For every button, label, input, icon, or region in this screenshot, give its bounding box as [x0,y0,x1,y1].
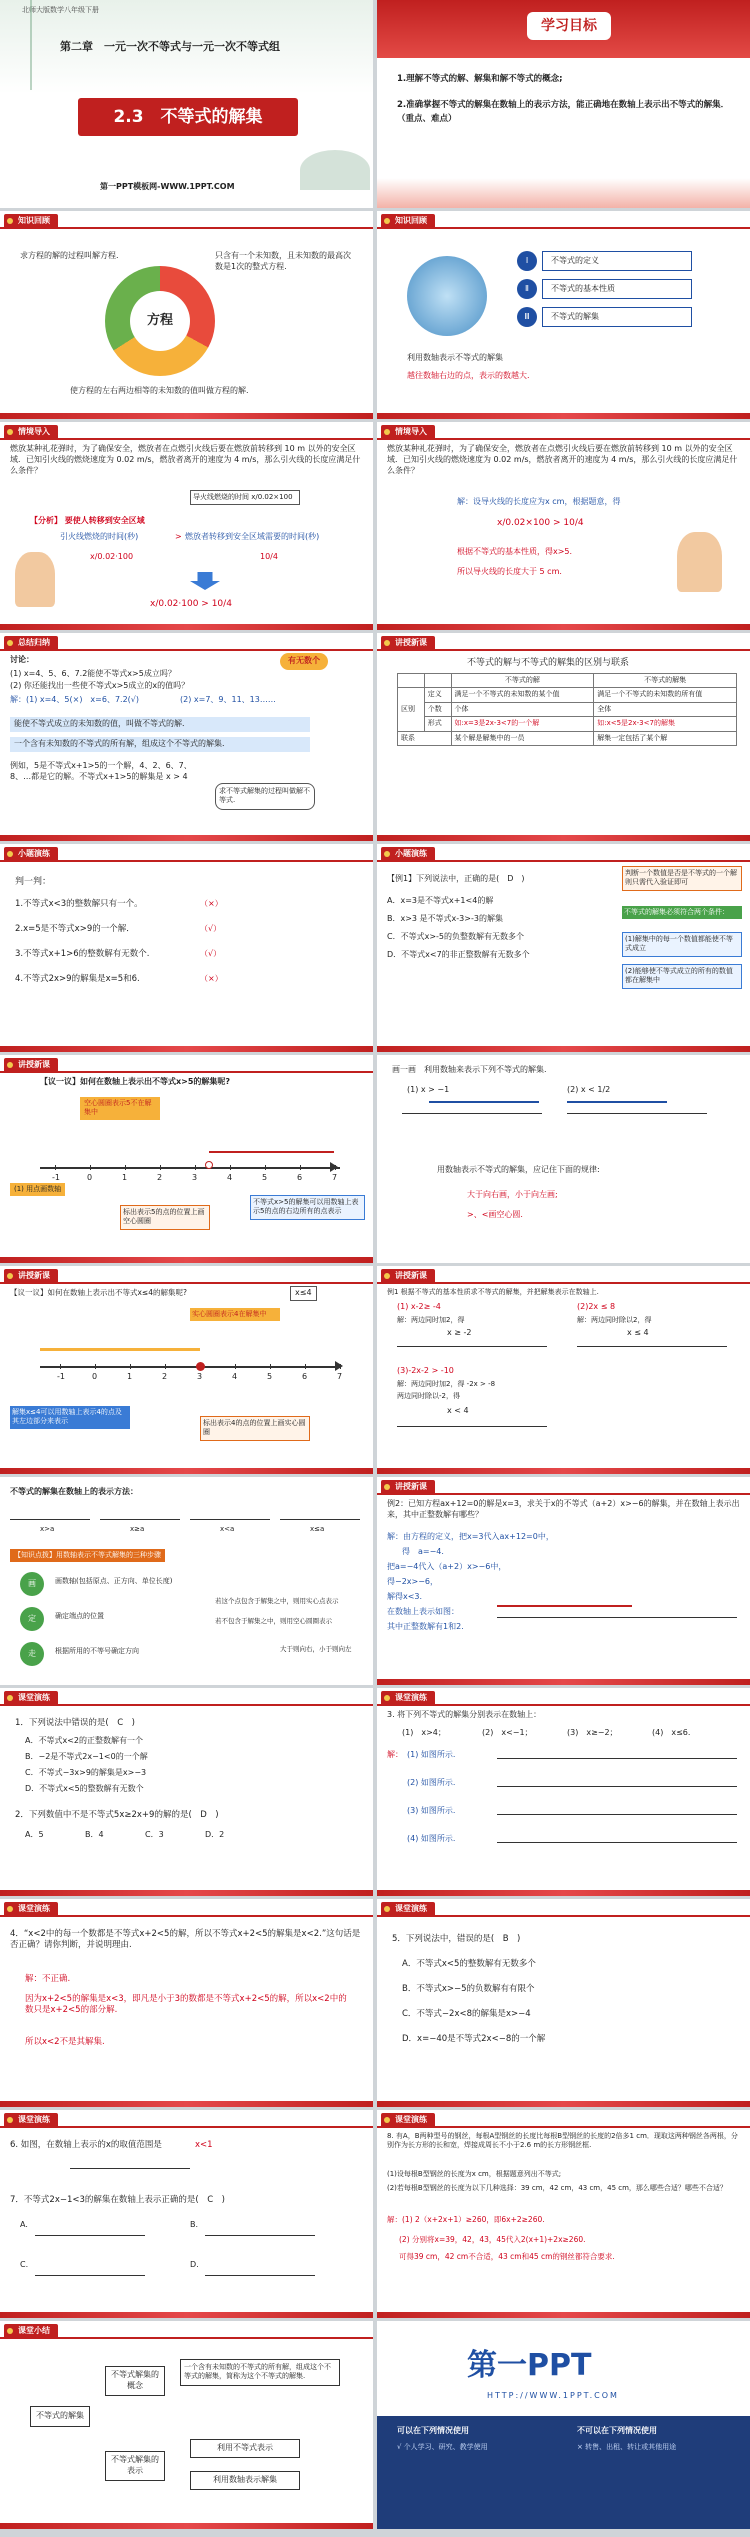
option-a: A. [20,2220,28,2229]
globe-image [407,256,487,336]
sol-line-4: 得−2x>−6， [387,1577,439,1586]
hint-box-2: 不等式的解集必须符合两个条件： [622,906,742,919]
exercise-4: (4) x≤6. [652,1728,691,1737]
slide-end[interactable] [377,2321,750,2529]
callout-mark-point: 标出表示4的点的位置上画实心圆圈 [200,1416,310,1441]
slide-practice-1[interactable] [0,1688,373,1896]
example-text: 例如，5是不等式x+1>5的一个解，4、2、6、7、8、…都是它的解。不等式x+1>5的解集是 x > 4 [10,761,192,781]
table-cell: 满足一个不等式的未知数的所有值 [594,688,737,702]
q2-option-c: C．3 [145,1830,164,1839]
option-d: D. [190,2260,199,2269]
number-line [40,1167,340,1169]
rule-2: 一个含有未知数的不等式的所有解，组成这个不等式的解集． [10,737,310,752]
rule-1: 能使不等式成立的未知数的值，叫做不等式的解． [10,717,310,732]
solution-inequality: x/0.02×100 > 10/4 [497,518,584,528]
tick-label: 7 [337,1372,343,1381]
exercise-3: (3) x≥−2； [567,1728,618,1737]
table-cell: 如:x=3是2x-3<7的一个解 [451,717,594,731]
section-tag: 讲授新课 [381,1480,435,1495]
step-fix-text: 确定端点的位置 [55,1612,104,1620]
tick-label: 3 [192,1173,198,1182]
bamboo-decoration [0,0,32,90]
group-label: 区别 [398,688,425,731]
slide-review-1[interactable] [0,211,373,419]
tick-mark [270,1364,271,1369]
step-4: 两边同时除以-2，得 [397,1392,460,1400]
solid-circle [196,1362,205,1371]
boy-illustration [677,532,722,592]
solution-intro: 解：设导火线的长度应为x cm，根据题意，得 [457,497,621,506]
root-node: 不等式的解集 [30,2406,90,2427]
mark-1: （×） [200,899,223,908]
step-draw-text: 画数轴(包括原点、正方向、单位长度) [55,1577,173,1585]
callout-solid-circle: 实心圆圈表示4在解集中 [190,1308,280,1321]
lesson-title: 2.3 不等式的解集 [78,98,298,136]
branch-representation: 不等式解集的表示 [105,2451,165,2481]
tick-mark [335,1165,336,1170]
number-line-4 [497,1842,737,1843]
number-line [40,1366,340,1368]
option-c: C. [20,2260,29,2269]
sol-3: (3) 如图所示. [407,1806,456,1815]
rule-1: 大于向右画，小于向左画; [467,1190,558,1199]
option-c: C．不等式−2x<8的解集是x>−4 [402,2009,531,2019]
section-tag: 小题演练 [4,847,58,862]
section-tag: 课堂演练 [4,2113,58,2128]
section-tag: 课堂演练 [4,1691,58,1706]
note-box: 导火线燃烧的时间 x/0.02×100 [190,490,300,505]
tick-label: 7 [332,1173,338,1182]
arrow-right-icon [330,1162,338,1172]
number-line-c [35,2275,145,2276]
item-1: 1.不等式x<3的整数解只有一个。 [15,899,143,909]
mountain-decoration [300,150,370,190]
inequality-tag: x≤4 [290,1286,317,1301]
mark-2: （√） [200,924,222,933]
roman-3: Ⅲ [517,307,537,327]
slide-numberline-closed[interactable] [0,1266,373,1474]
item-solution-set: 不等式的解集 [542,307,692,327]
section-tag: 课堂小结 [4,2324,58,2339]
slide-summary[interactable] [0,633,373,841]
answer-1: 解：(1) 2（x+2x+1）≥260，即6x+2≥260. [387,2215,545,2224]
rule-intro: 用数轴表示不等式的解集，应记住下面的规律: [437,1165,600,1174]
brand-logo: 第一PPT [467,2348,592,2383]
answer-6: x<1 [195,2140,213,2150]
number-line-3 [397,1426,547,1427]
cloud-note: 求不等式解集的过程叫做解不等式. [215,783,315,810]
section-tag: 课堂演练 [381,1902,435,1917]
step-label: (1) 用点画数轴 [10,1183,65,1196]
question-1: 1．下列说法中错误的是( C ) [15,1718,135,1728]
branch-concept: 不等式解集的概念 [105,2366,165,2396]
row-label: 定义 [424,688,451,702]
sub-question-2: (2)若每根B型钢丝的长度为以下几种选择：39 cm，42 cm，43 cm，45 cm，那么哪些合适？哪些不合适？ [387,2184,727,2192]
slide-practice-2[interactable] [377,1688,750,1896]
tick-mark [235,1364,236,1369]
line-ge [100,1519,180,1520]
solution-step-1: 根据不等式的基本性质，得x>5. [457,547,573,556]
solution-label: 解： [387,1750,403,1759]
section-tag: 课堂演练 [381,2113,435,2128]
step-go-text: 根据所用的不等号确定方向 [55,1647,139,1655]
discuss-question: 【议一议】如何在数轴上表示出不等式x>5的解集呢? [40,1077,231,1086]
slide-review-2[interactable] [377,211,750,419]
exercise-2: (2)2x ≤ 8 [577,1302,616,1311]
slide-example-2[interactable] [377,1477,750,1685]
q1-option-c: C．不等式−3x>9的解集是x>−3 [25,1768,147,1777]
question-6: 6. 如图，在数轴上表示的x的取值范围是 [10,2140,162,2150]
section-tag: 知识回顾 [381,214,435,229]
slide-practice-6[interactable] [377,2110,750,2318]
tick-label: 5 [267,1372,273,1381]
mark-3: （√） [200,949,222,958]
fraction-1: x/0.02·100 [90,552,134,561]
goal-2: 2.准确掌握不等式的解集在数轴上的表示方法，能正确地在数轴上表示出不等式的解集．（重点、难点） [397,100,730,125]
section-tag: 情境导入 [4,425,58,440]
q1-option-a: A．不等式x<2的正整数解有一个 [25,1736,143,1745]
section-tag: 情境导入 [381,425,435,440]
answer-1: 解：(1) x=4、5(×) x=6、7.2(√) [10,695,140,704]
line-lt [190,1519,270,1520]
tick-label: 6 [297,1173,303,1182]
sol-2: (2) 如图所示. [407,1778,456,1787]
boy-illustration [15,552,55,607]
sol-line-6: 在数轴上表示如图： [387,1607,459,1616]
callout-open-circle: 空心圆圈表示5不在解集中 [80,1097,160,1120]
step-2: 解：两边同时除以2，得 [577,1316,652,1324]
note-1: 若这个点包含于解集之中，则用实心点表示 [215,1597,339,1605]
hint-box-3: (1)解集中的每一个数值都能使不等式成立 [622,932,742,957]
item-4: 4.不等式2x>9的解集是x=5和6. [15,974,140,984]
tick-label: 2 [157,1173,163,1182]
q1-option-d: D．不等式x<5的整数解有无数个 [25,1784,144,1793]
solution-ray [497,1605,632,1607]
mark-4: （×） [200,974,223,983]
option-d: D．x=−40是不等式2x<−8的一个解 [402,2034,546,2044]
tick-mark [195,1165,196,1170]
callout-mark-point: 标出表示5的点的位置上画空心圆圈 [120,1205,210,1230]
analysis-text: 【分析】 要使人转移到安全区域 [30,516,145,525]
option-b: B. [190,2220,199,2229]
solution-ray-2 [567,1101,667,1103]
sol-line-3: 把a=−4代入（a+2）x>−6中， [387,1562,507,1571]
step-3: 解：两边同时加2，得 -2x > -8 [397,1380,496,1388]
example-question: 例1 根据不等式的基本性质求不等式的解集，并把解集表示在数轴上. [387,1288,599,1296]
number-line-1 [397,1346,547,1347]
sol-line-7: 其中正整数解有1和2. [387,1622,464,1631]
exercise-2: (2) x < 1/2 [567,1085,611,1094]
result-inequality: x/0.02·100 > 10/4 [150,599,232,609]
label-ge: x≥a [130,1525,145,1533]
note-2: 越往数轴右边的点，表示的数越大. [407,371,530,380]
formula-gt: > [175,532,182,541]
item-3: 3.不等式x+1>6的整数解有无数个. [15,949,150,959]
problem-text: 燃放某种礼花弹时，为了确保安全，燃放者在点燃引火线后要在燃放前转移到 10 m 以外的安全区域．已知引火线的燃烧速度为 0.02 m/s，燃放者离开的速度为 4 m/s，那么引火线的长度应满足什么条件？ [387,444,738,475]
tick-label: 6 [302,1372,308,1381]
number-line-1 [402,1113,542,1114]
item-properties: 不等式的基本性质 [542,279,692,299]
solution-ray-1 [429,1101,539,1103]
table-cell: 全体 [594,702,737,716]
tick-label: -1 [52,1173,60,1182]
step-1: 解：两边同时加2，得 [397,1316,465,1324]
answer-2: (2) x=7、9、11、13…… [180,695,276,704]
discuss-question: 【议一议】如何在数轴上表示出不等式x≤4的解集呢? [10,1288,187,1297]
forbidden-text: × 转售、出租、转让或其他用途 [577,2443,677,2451]
tick-label: 0 [92,1372,98,1381]
comparison-table [397,673,737,746]
number-line-3 [497,1814,737,1815]
option-b: B．不等式x>−5的负数解有有限个 [402,1984,535,1994]
tick-mark [95,1364,96,1369]
number-line-2 [497,1786,737,1787]
slide-comparison-table[interactable] [377,633,750,841]
option-c: C．不等式x>-5的负整数解有无数多个 [387,932,524,941]
answer-1: x ≥ -2 [447,1328,472,1337]
table-cell: 解集一定包括了某个解 [594,731,737,745]
tick-mark [300,1165,301,1170]
wheel-center: 方程 [130,291,190,351]
col-header-2: 不等式的解集 [594,674,737,688]
step-go: 走 [20,1642,44,1666]
allowed-text: √ 个人学习、研究、教学使用 [397,2443,488,2451]
answer-2: 因为x+2<5的解集是x<3，即凡是小于3的数都是不等式x+2<5的解，所以x<2中的数只是x+2<5的部分解. [25,1994,347,2016]
callout-left-side: 解集x≤4可以用数轴上表示4的点及其左边部分来表示 [10,1406,130,1429]
roman-1: Ⅰ [517,251,537,271]
q2-option-d: D．2 [205,1830,225,1839]
hint-box-4: (2)能够使不等式成立的所有的数值都在解集中 [622,964,742,989]
section-tag: 讲授新课 [381,636,435,651]
series-header: 北师大版数学八年级下册 [22,6,99,14]
answer-1: 解：不正确. [25,1974,71,1984]
sol-line-2: 得 a=−4. [402,1547,444,1556]
row-label: 联系 [398,731,452,745]
section-tag: 讲授新课 [4,1058,58,1073]
tick-mark [230,1165,231,1170]
slide-goals[interactable] [377,0,750,208]
table-caption: 不等式的解与不等式的解集的区别与联系 [467,658,630,668]
question-2: 2．下列数值中不是不等式5x≥2x+9的解的是( D ) [15,1810,219,1820]
goals-title: 学习目标 [527,12,611,40]
answer-3: x < 4 [447,1406,469,1415]
sol-1: (1) 如图所示. [407,1750,456,1759]
number-line-q6 [70,2168,190,2169]
goal-1: 1.理解不等式的解、解集和解不等式的概念; [397,74,563,84]
slide-practice-4[interactable] [377,1899,750,2107]
allowed-title: 可以在下列情况使用 [397,2426,469,2435]
slide-cover[interactable] [0,0,373,208]
exercise-3: (3)-2x-2 > -10 [397,1366,454,1375]
table-cell: 个体 [451,702,594,716]
fraction-2: 10/4 [260,552,278,561]
item-2: 2.x=5是不等式x>9的一个解． [15,924,135,934]
solution-step-2: 所以导火线的长度大于 5 cm. [457,567,562,576]
answer-2: (2) 分别将x=39，42，43，45代入2(x+1)+2x≥260. [399,2235,586,2244]
slide-judge[interactable] [0,844,373,1052]
tick-mark [305,1364,306,1369]
sol-line-1: 解：由方程的定义，把x=3代入ax+12=0中， [387,1532,554,1541]
option-b: B．x>3 是不等式x-3>-3的解集 [387,914,503,923]
chapter-title: 第二章 一元一次不等式与一元一次不等式组 [60,40,280,53]
solution-ray [40,1348,200,1351]
problem-text: 燃放某种礼花弹时，为了确保安全，燃放者在点燃引火线后要在燃放前转移到 10 m 以外的安全区域．已知引火线的燃烧速度为 0.02 m/s，燃放者离开的速度为 4 m/s，那么引火线的长度应满足什么条件？ [10,444,361,475]
tick-mark [55,1165,56,1170]
formula-right: 燃放者转移到安全区域需要的时间(秒) [185,532,320,541]
option-a: A．不等式x<5的整数解有无数多个 [402,1959,536,1969]
section-tag: 小题演练 [381,847,435,862]
tick-mark [160,1165,161,1170]
question-3: 3. 将下列不等式的解集分别表示在数轴上： [387,1710,542,1719]
sol-4: (4) 如图所示. [407,1834,456,1843]
slide-intro-1[interactable] [0,422,373,630]
question-1: (1) x=4、5、6、7.2能使不等式x>5成立吗？ [10,669,176,678]
number-line [497,1617,737,1618]
question-2: (2) 你还能找出一些使不等式x>5成立的x的值吗？ [10,681,190,690]
formula-left: 引火线燃烧的时间(秒) [60,532,139,541]
hint-box-1: 判断一个数值是否是不等式的一个解则只需代入验证即可 [622,866,742,891]
methods-title: 不等式的解集在数轴上的表示方法： [10,1487,138,1496]
note-3: 大于则向右，小于则向左 [280,1645,352,1653]
slide-example-properties[interactable] [377,1266,750,1474]
step-draw: 画 [20,1572,44,1596]
review-text-1: 求方程的解的过程叫解方程. [20,251,119,260]
example-question: 【例1】下列说法中，正确的是( D ) [387,874,525,883]
tick-label: 0 [87,1173,93,1182]
roman-2: Ⅱ [517,279,537,299]
tick-mark [130,1364,131,1369]
number-line-2 [567,1113,707,1114]
discuss-label: 讨论： [10,655,34,664]
tick-mark [90,1165,91,1170]
table-cell: 如:x<5是2x-3<7的解集 [594,717,737,731]
slide-draw[interactable] [377,1055,750,1263]
section-tag: 总结归纳 [4,636,58,651]
leaf-numberline: 利用数轴表示解集 [190,2471,300,2490]
section-tag: 讲授新课 [4,1269,58,1284]
question-7: 7．不等式2x−1<3的解集在数轴上表示正确的是( C ) [10,2195,225,2205]
section-tag: 课堂演练 [4,1902,58,1917]
tick-mark [165,1364,166,1369]
exercise-1: (1) x-2≥ -4 [397,1302,441,1311]
forbidden-title: 不可以在下列情况使用 [577,2426,657,2435]
slide-intro-2[interactable] [377,422,750,630]
note-2: 若不包含于解集之中，则用空心圆圈表示 [215,1617,332,1625]
question-4: 4．“x<2中的每一个数都是不等式x+2<5的解，所以不等式x+2<5的解集是x<2.”这句话是否正确？请你判断，并说明理由. [10,1929,361,1951]
q1-option-b: B．−2是不等式2x−1<0的一个解 [25,1752,148,1761]
callout-right-side: 不等式x>5的解集可以用数轴上表示5的点的右边所有的点表示 [250,1195,365,1220]
answer-2: x ≤ 4 [627,1328,649,1337]
slide-representation-methods[interactable] [0,1477,373,1685]
concept-text: 一个含有未知数的不等式的所有解，组成这个不等式的解集，简称为这个不等式的解集. [180,2359,340,2386]
number-line-a [35,2235,145,2236]
example-question: 例2：已知方程ax+12=0的解是x=3，求关于x的不等式（a+2）x>−6的解集，并在数轴上表示出来，其中正整数解有哪些？ [387,1499,740,1519]
tick-label: 2 [162,1372,168,1381]
tick-label: 1 [122,1173,128,1182]
review-text-2: 只含有一个未知数，且未知数的最高次数是1次的整式方程. [215,251,351,271]
sol-line-5: 解得x<3. [387,1592,423,1601]
solution-ray [209,1151,334,1153]
label-gt: x>a [40,1525,55,1533]
step-fix: 定 [20,1607,44,1631]
number-line-2 [577,1346,727,1347]
number-line-b [205,2235,315,2236]
tick-mark [265,1165,266,1170]
rule-2: >、<画空心圆. [467,1210,523,1219]
table-cell: 满足一个不等式的未知数的某个值 [451,688,594,702]
tick-label: 5 [262,1173,268,1182]
table-cell: 某个解是解集中的一员 [451,731,594,745]
slide-numberline-open[interactable] [0,1055,373,1263]
col-header-1: 不等式的解 [451,674,594,688]
number-line-1 [497,1758,737,1759]
row-label: 形式 [424,717,451,731]
arrow-right-icon [335,1361,343,1371]
slide-practice-3[interactable] [0,1899,373,2107]
label-le: x≤a [310,1525,325,1533]
number-line-d [205,2275,315,2276]
section-tag: 课堂演练 [381,1691,435,1706]
question-5: 5．下列说法中，错误的是( B ) [392,1934,521,1944]
note-1: 利用数轴表示不等式的解集 [407,353,503,362]
label-lt: x<a [220,1525,235,1533]
sub-question-1: (1)设每根B型钢丝的长度为x cm，根据题意列出不等式; [387,2170,562,2178]
item-definition: 不等式的定义 [542,251,692,271]
tick-label: -1 [57,1372,65,1381]
row-label: 个数 [424,702,451,716]
exercise-2: (2) x<−1； [482,1728,533,1737]
website-text: 第一PPT模板网-WWW.1PPT.COM [100,182,235,191]
tick-label: 4 [227,1173,233,1182]
tick-mark [125,1165,126,1170]
down-arrow-icon [190,572,220,590]
judge-title: 判一判： [15,877,52,887]
slide-practice-5[interactable] [0,2110,373,2318]
draw-title: 画一画 利用数轴来表示下列不等式的解集. [392,1065,547,1074]
tick-mark [60,1364,61,1369]
exercise-1: (1) x > −1 [407,1085,450,1094]
answer-3: 可得39 cm，42 cm不合适，43 cm和45 cm的钢丝都符合要求. [399,2252,615,2261]
answer-bubble: 有无数个 [280,653,328,670]
steps-title: 【知识点拨】用数轴表示不等式解集的三种步骤 [10,1549,165,1562]
section-tag: 知识回顾 [4,214,58,229]
section-tag: 讲授新课 [381,1269,435,1284]
q2-option-a: A．5 [25,1830,44,1839]
brand-url[interactable]: HTTP://WWW.1PPT.COM [487,2391,619,2400]
review-text-3: 使方程的左右两边相等的未知数的值叫做方程的解. [70,386,249,395]
open-circle [205,1161,213,1169]
tick-label: 4 [232,1372,238,1381]
tick-label: 1 [127,1372,133,1381]
line-gt [10,1519,90,1520]
answer-3: 所以x<2不是其解集. [25,2037,105,2047]
line-le [280,1519,360,1520]
footer-band [377,178,750,208]
exercise-1: (1) x>4； [402,1728,446,1737]
tick-label: 3 [197,1372,203,1381]
slide-example-1[interactable] [377,844,750,1052]
tick-mark [340,1364,341,1369]
option-a: A．x=3是不等式x+1<4的解 [387,896,494,905]
leaf-inequality: 利用不等式表示 [190,2439,300,2458]
option-d: D．不等式x<7的非正整数解有无数多个 [387,950,530,959]
q2-option-b: B．4 [85,1830,104,1839]
slide-lesson-summary[interactable] [0,2321,373,2529]
question-8: 8. 有A，B两种型号的钢丝，每根A型钢丝的长度比每根B型钢丝的长度的2倍多1 cm．现取这两种钢丝各两根，分别作为长方形的长和宽，焊接成周长不小于2.6 m的长方形钢丝框. [387,2132,738,2150]
